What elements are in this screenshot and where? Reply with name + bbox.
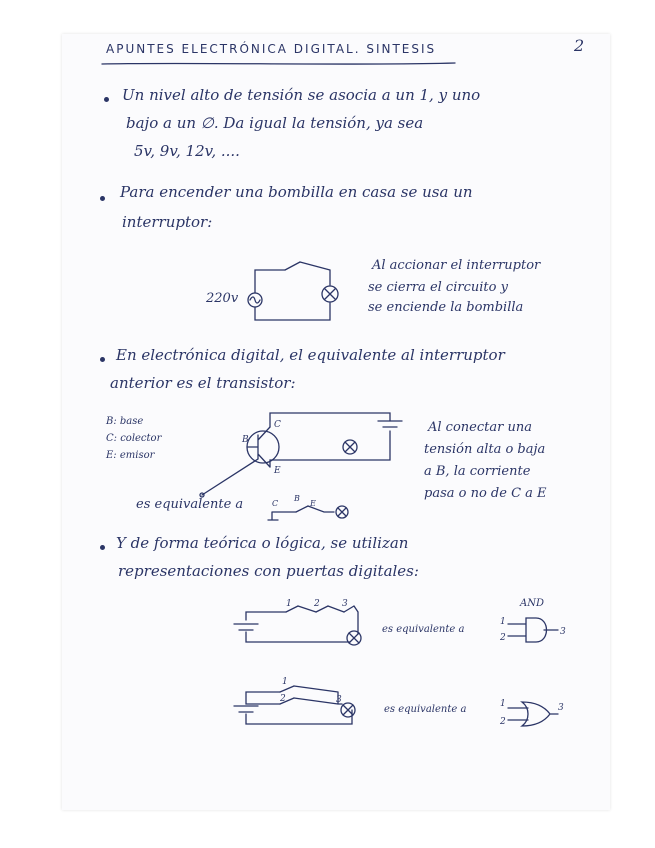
and-output: 3 — [560, 627, 566, 637]
legend-base: B: base — [106, 416, 144, 427]
section1-line1: Un nivel alto de tensión se asocia a un 1, y uno — [122, 86, 481, 104]
equivalent-text: es equivalente a — [136, 497, 244, 512]
equivalence-arrow — [202, 459, 258, 495]
bullet-1 — [104, 97, 109, 102]
switch-equivalent-diagram — [266, 494, 356, 526]
parallel-label-1: 1 — [282, 677, 288, 687]
page-title: APUNTES ELECTRÓNICA DIGITAL. SINTESIS — [106, 42, 437, 56]
switch-label-e: E — [310, 499, 316, 508]
series-label-1: 1 — [286, 599, 292, 609]
section3-line2: anterior es el transistor: — [110, 374, 296, 392]
section3-note1: Al conectar una — [428, 420, 532, 435]
or-output: 3 — [558, 703, 564, 713]
section2-line1: Para encender una bombilla en casa se usa un — [120, 183, 473, 201]
battery-icon — [234, 624, 258, 630]
switch-label-b: B — [294, 494, 300, 503]
label-emitter: E — [274, 466, 281, 476]
legend-collector: C: colector — [106, 433, 162, 444]
or-input-1: 1 — [500, 699, 506, 709]
circuit-wires — [255, 262, 330, 320]
section2-note2: se cierra el circuito y — [368, 280, 508, 295]
bullet-4 — [100, 545, 105, 550]
bullet-2 — [100, 196, 105, 201]
section1-line2: bajo a un ∅. Da igual la tensión, ya sea — [126, 114, 424, 132]
switch-label-c: C — [272, 499, 279, 508]
section4-line2: representaciones con puertas digitales: — [118, 562, 419, 580]
label-base: B — [242, 435, 249, 445]
and-gate-label: AND — [520, 598, 544, 609]
legend-emitter: E: emisor — [106, 450, 155, 461]
parallel-switch-circuit — [226, 677, 366, 740]
section2-line2: interruptor: — [122, 213, 213, 231]
or-gate-icon — [498, 694, 573, 734]
section2-note3: se enciende la bombilla — [368, 300, 524, 315]
and-input-2: 2 — [500, 633, 506, 643]
parallel-label-2: 2 — [280, 694, 286, 704]
series-label-2: 2 — [314, 599, 320, 609]
switch-lever — [285, 262, 300, 270]
and-gate-icon — [498, 610, 573, 650]
voltage-label: 220v — [206, 291, 239, 306]
equivalent-or-text: es equivalente a — [384, 704, 467, 715]
series-switch-circuit — [226, 598, 366, 658]
battery-icon — [234, 706, 258, 712]
page-number: 2 — [574, 36, 585, 55]
section1-line3: 5v, 9v, 12v, .... — [134, 142, 240, 160]
title-underline — [100, 60, 460, 68]
equivalent-and-text: es equivalente a — [382, 624, 465, 635]
or-input-2: 2 — [500, 717, 506, 727]
bullet-3 — [100, 357, 105, 362]
series-label-3: 3 — [342, 599, 348, 609]
and-input-1: 1 — [500, 617, 506, 627]
section3-note4: pasa o no de C a E — [424, 486, 547, 501]
section2-note1: Al accionar el interruptor — [372, 258, 541, 273]
section4-line1: Y de forma teórica o lógica, se utilizan — [116, 534, 409, 552]
parallel-label-3: 3 — [336, 695, 342, 705]
section3-line1: En electrónica digital, el equivalente al interruptor — [116, 346, 505, 364]
section3-note2: tensión alta o baja — [424, 442, 546, 457]
section3-note3: a B, la corriente — [424, 464, 531, 479]
battery-icon — [378, 421, 402, 427]
label-collector: C — [274, 420, 281, 430]
